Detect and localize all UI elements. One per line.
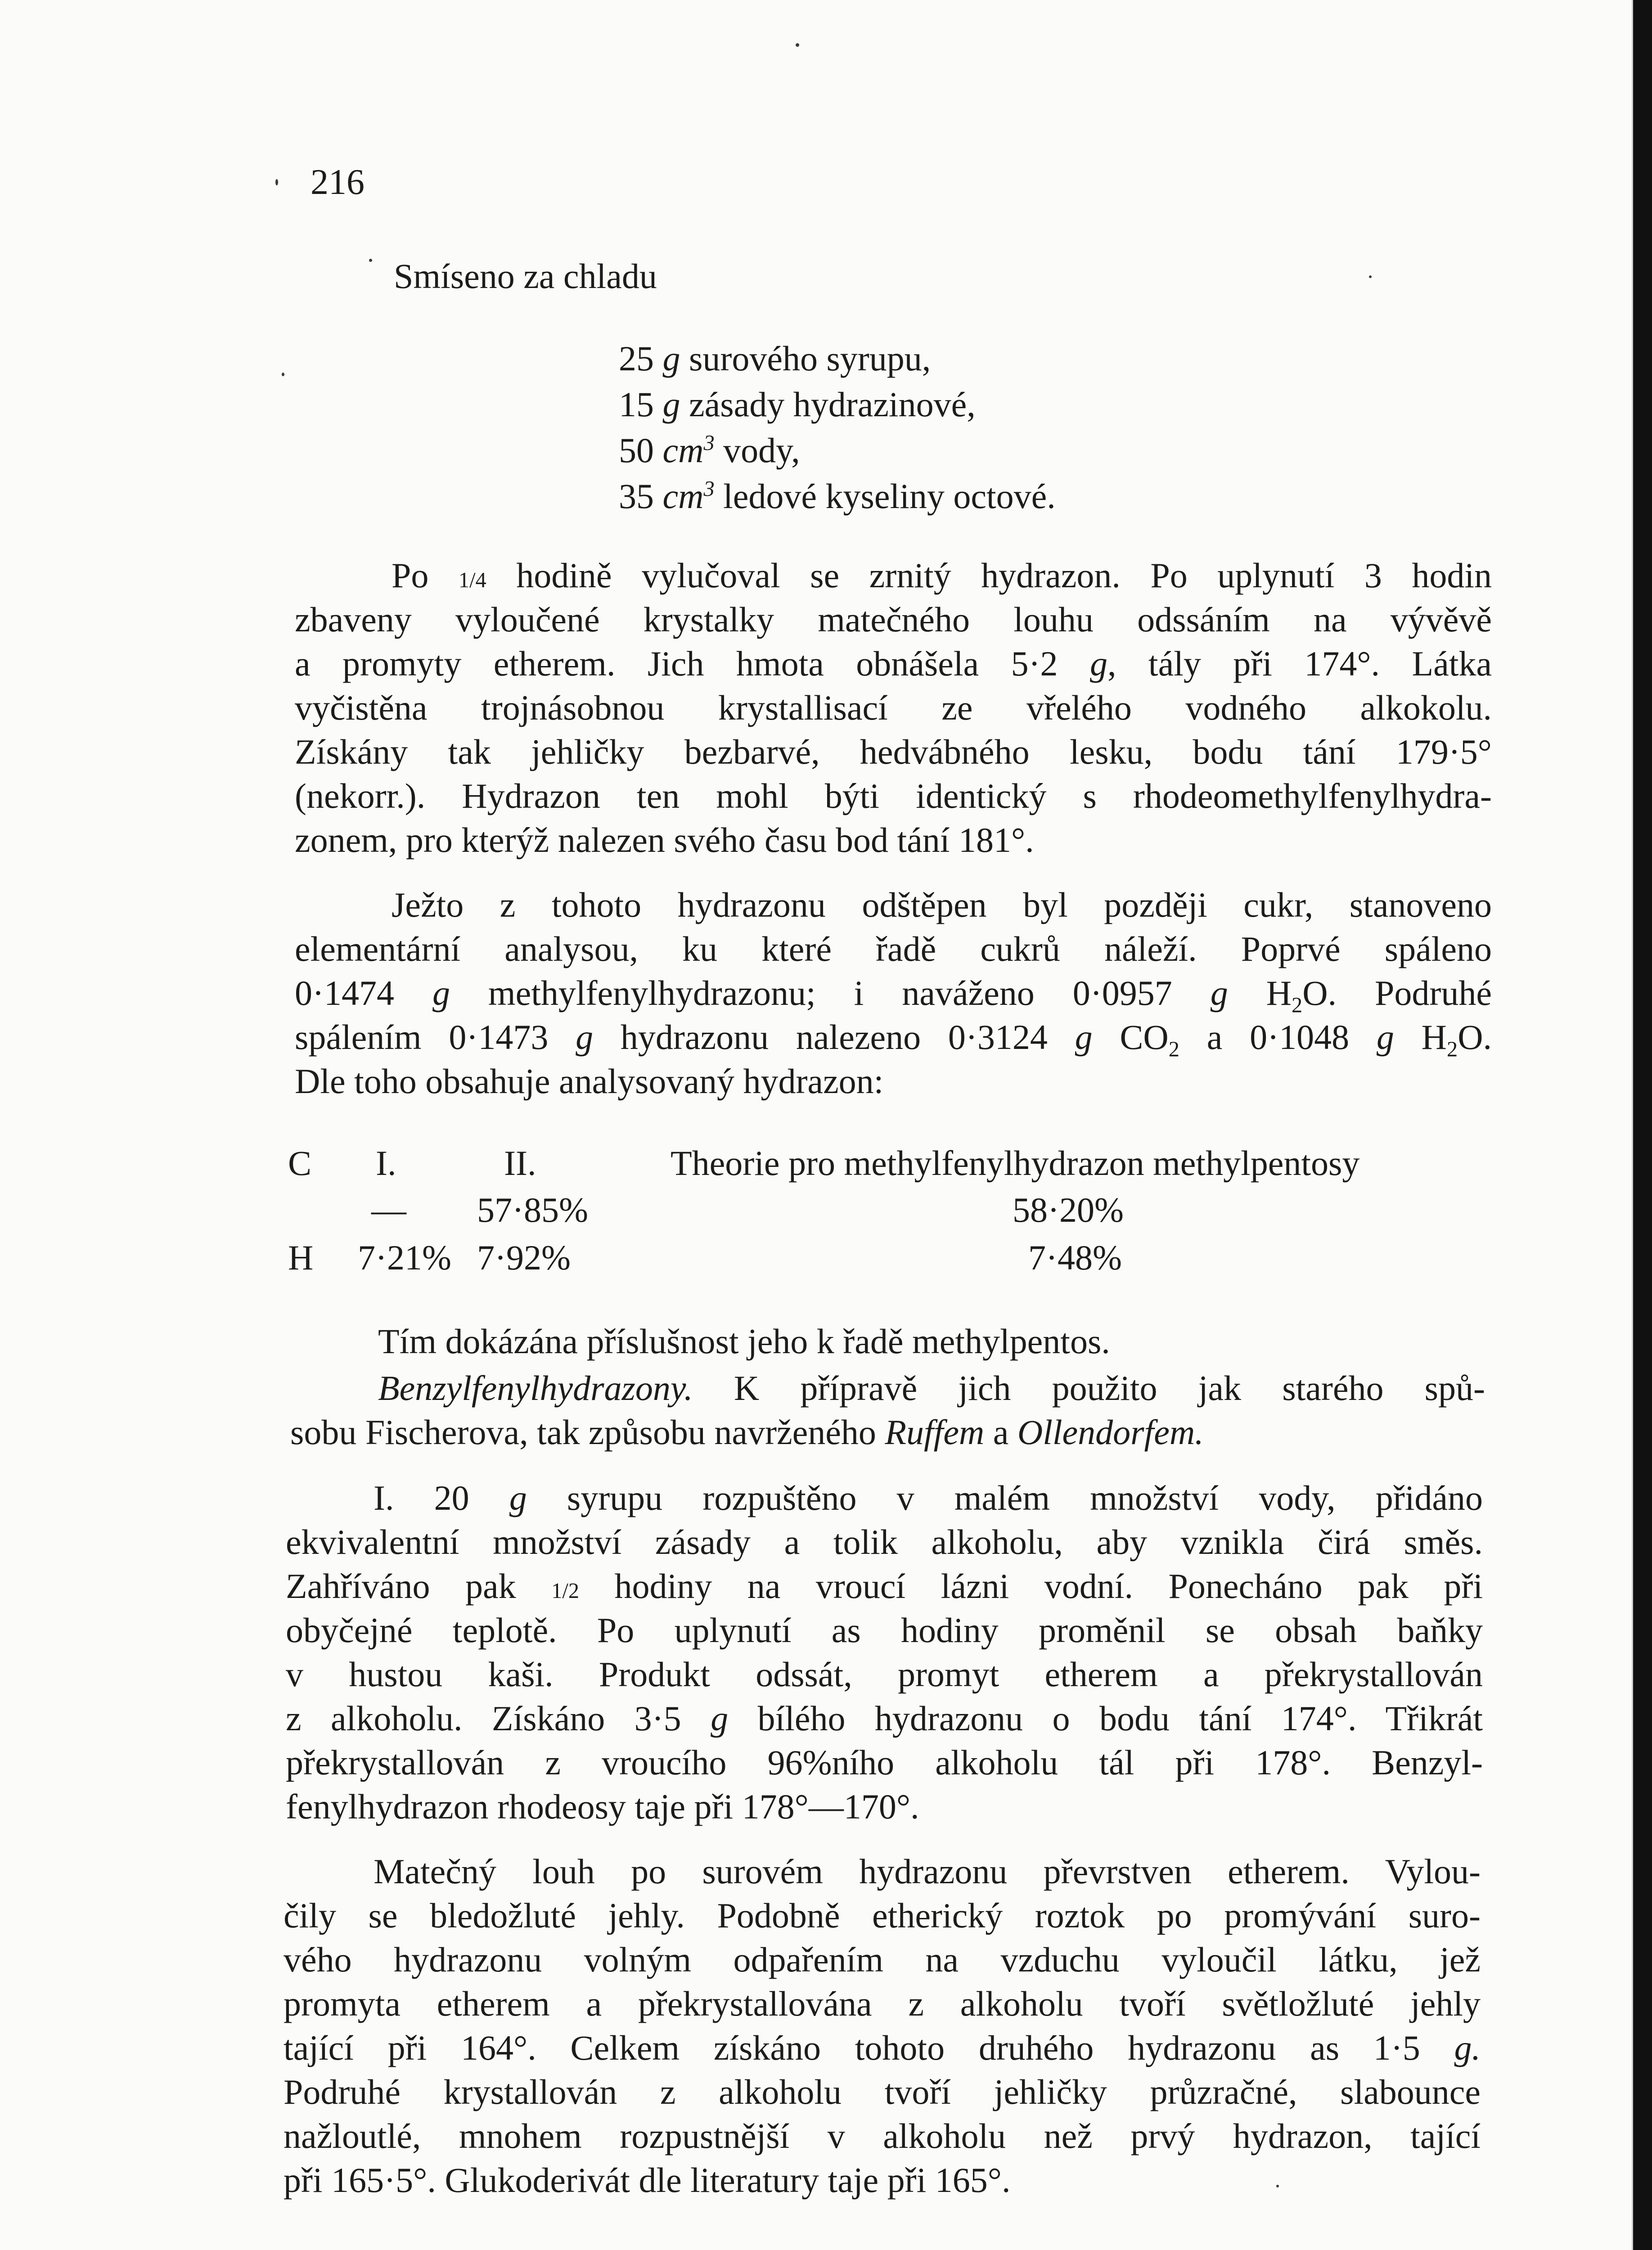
text-line: Ježto z tohoto hydrazonu odštěpen byl později cukr, stanoveno: [392, 885, 1492, 924]
text-line: tající při 164°. Celkem získáno tohoto druhého hydrazonu as 1·5 g.: [284, 2028, 1481, 2067]
recipe-item: 25 g surového syrupu,: [619, 339, 931, 378]
text-line: Zahříváno pak 1/2 hodiny na vroucí lázni vodní. Ponecháno pak při: [286, 1566, 1483, 1606]
heading: Smíseno za chladu: [394, 256, 657, 296]
text-line: Získány tak jehličky bezbarvé, hedvábného lesku, bodu tání 179·5°: [295, 732, 1492, 771]
paragraph-3: Tím dokázána příslušnost jeho k řadě methylpentos.: [378, 1322, 1110, 1361]
table-header-element: C: [288, 1143, 312, 1183]
text-line: I. 20 g syrupu rozpuštěno v malém množství vody, přidáno: [374, 1478, 1483, 1517]
scan-speck: [796, 43, 799, 47]
text-line: Dle toho obsahuje analysovaný hydrazon:: [295, 1062, 884, 1101]
table-header-col2: II.: [504, 1143, 536, 1183]
text-line: nažloutlé, mnohem rozpustnější v alkoholu než prvý hydrazon, tající: [284, 2116, 1481, 2156]
text-line: (nekorr.). Hydrazon ten mohl býti identický s rhodeomethylfenylhydra-: [295, 776, 1492, 815]
scan-speck: [282, 373, 284, 376]
text-line: promyta etherem a překrystallována z alkoholu tvoří světložluté jehly: [284, 1984, 1481, 2023]
text-line: v hustou kaši. Produkt odssát, promyt etherem a překrystallován: [286, 1655, 1483, 1694]
table-cell: 7·21%: [358, 1238, 451, 1277]
text-line: vyčistěna trojnásobnou krystallisací ze vřelého vodného alkokolu.: [295, 688, 1492, 727]
scan-speck: [275, 179, 278, 185]
text-line: sobu Fischerova, tak způsobu navrženého Ruffem a Ollendorfem.: [290, 1413, 1204, 1452]
text-line: Podruhé krystallován z alkoholu tvoří jehličky průzračné, slabounce: [284, 2072, 1481, 2111]
text-line: z alkoholu. Získáno 3·5 g bílého hydrazonu o bodu tání 174°. Třikrát: [286, 1699, 1483, 1738]
table-cell: 7·92%: [477, 1238, 571, 1277]
text-line: Benzylfenylhydrazony. K přípravě jich použito jak starého spů-: [378, 1368, 1485, 1408]
text-line: Matečný louh po surovém hydrazonu převrstven etherem. Vylou-: [374, 1852, 1481, 1891]
table-cell: —: [371, 1190, 406, 1229]
text-line: ekvivalentní množství zásady a tolik alkoholu, aby vznikla čirá směs.: [286, 1522, 1483, 1562]
table-header-theory: Theorie pro methylfenylhydrazon methylpentosy: [671, 1143, 1360, 1183]
text-line: vého hydrazonu volným odpařením na vzduchu vyloučil látku, jež: [284, 1940, 1481, 1979]
text-line: překrystallován z vroucího 96%ního alkoholu tál při 178°. Benzyl-: [286, 1743, 1483, 1782]
text-line: Po 1/4 hodině vylučoval se zrnitý hydrazon. Po uplynutí 3 hodin: [392, 556, 1492, 595]
text-line: čily se bledožluté jehly. Podobně etherický roztok po promývání suro-: [284, 1896, 1481, 1935]
text-line: obyčejné teplotě. Po uplynutí as hodiny proměnil se obsah baňky: [286, 1611, 1483, 1650]
table-row-label: H: [288, 1238, 314, 1277]
page-number: 216: [311, 162, 365, 202]
text-line: a promyty etherem. Jich hmota obnášela 5·2 g, tály při 174°. Látka: [295, 644, 1492, 683]
table-cell: 58·20%: [1013, 1190, 1124, 1229]
scan-speck: [1369, 275, 1372, 278]
text-line: při 165·5°. Glukoderivát dle literatury taje při 165°.: [284, 2160, 1011, 2200]
text-line: spálením 0·1473 g hydrazonu nalezeno 0·3124 g $CO_2$ a 0·1048 g $H_2O$.: [295, 1017, 1492, 1062]
scan-speck: [369, 259, 372, 262]
table-cell: 57·85%: [477, 1190, 588, 1229]
recipe-item: 35 $cm^3$ ledové kyseliny octové.: [619, 477, 1056, 516]
table-cell: 7·48%: [1028, 1238, 1122, 1277]
text-line: 0·1474 g methylfenylhydrazonu; i naváženo 0·0957 g $H_2O$. Podruhé: [295, 973, 1492, 1017]
table-header-col1: I.: [376, 1143, 396, 1183]
text-line: fenylhydrazon rhodeosy taje při 178°—170°.: [286, 1787, 919, 1826]
recipe-item: 15 g zásady hydrazinové,: [619, 385, 976, 424]
recipe-item: 50 $cm^3$ vody,: [619, 431, 800, 470]
scan-speck: [1276, 2185, 1279, 2187]
text-line: zonem, pro kterýž nalezen svého času bod tání 181°.: [295, 820, 1034, 860]
text-line: zbaveny vyloučené krystalky matečného louhu odssáním na vývěvě: [295, 600, 1492, 639]
text-line: elementární analysou, ku které řadě cukrů náleží. Poprvé spáleno: [295, 929, 1492, 968]
